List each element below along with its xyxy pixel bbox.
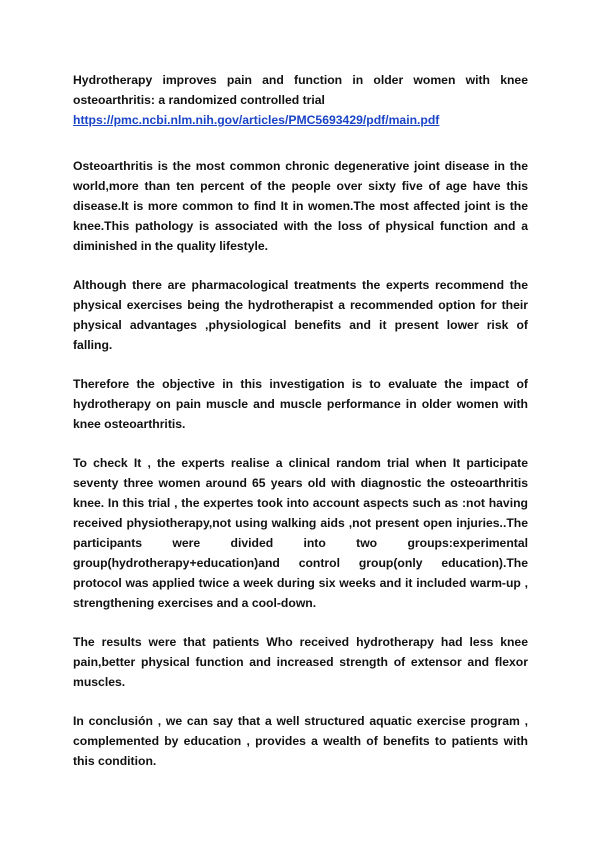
paragraph-objective: Therefore the objective in this investigation is to evaluate the impact of hydrotherapy on pain muscle and muscle performance in older women with knee osteoarthritis. — [73, 377, 528, 431]
document-page — [73, 70, 528, 790]
paragraph-results: The results were that patients Who received hydrotherapy had less knee pain,better physical function and increased strength of extensor and flexor muscles. — [73, 635, 528, 689]
paragraph-treatments: Although there are pharmacological treatments the experts recommend the physical exercises being the hydrotherapist a recommended option for their physical advantages ,physiological benefits and it present lower risk of falling. — [73, 278, 528, 352]
document-title: Hydrotherapy improves pain and function in older women with knee osteoarthritis: a randomized controlled trial — [73, 73, 528, 107]
paragraph-conclusion: In conclusión , we can say that a well structured aquatic exercise program , complemented by education , provides a wealth of benefits to patients with this condition. — [73, 714, 528, 768]
source-link[interactable]: https://pmc.ncbi.nlm.nih.gov/articles/PMC5693429/pdf/main.pdf — [73, 113, 440, 127]
paragraph-methods: To check It , the experts realise a clinical random trial when It participate seventy three women around 65 years old with diagnostic the osteoarthritis knee. In this trial , the expertes took into account aspects such as :not having received physiotherapy,not using walking aids ,not present open injuries..The participants were divided into two groups:experimental group(hydrotherapy+education)and control group(only education).The protocol was applied twice a week during six weeks and it included warm-up , strengthening exercises and a cool-down. — [73, 456, 528, 610]
paragraph-introduction: Osteoarthritis is the most common chronic degenerative joint disease in the world,more than ten percent of the people over sixty five of age have this disease.It is more common to find It in women.The most affected joint is the knee.This pathology is associated with the loss of physical function and a diminished in the quality lifestyle. — [73, 159, 528, 253]
document-heading — [73, 70, 528, 130]
